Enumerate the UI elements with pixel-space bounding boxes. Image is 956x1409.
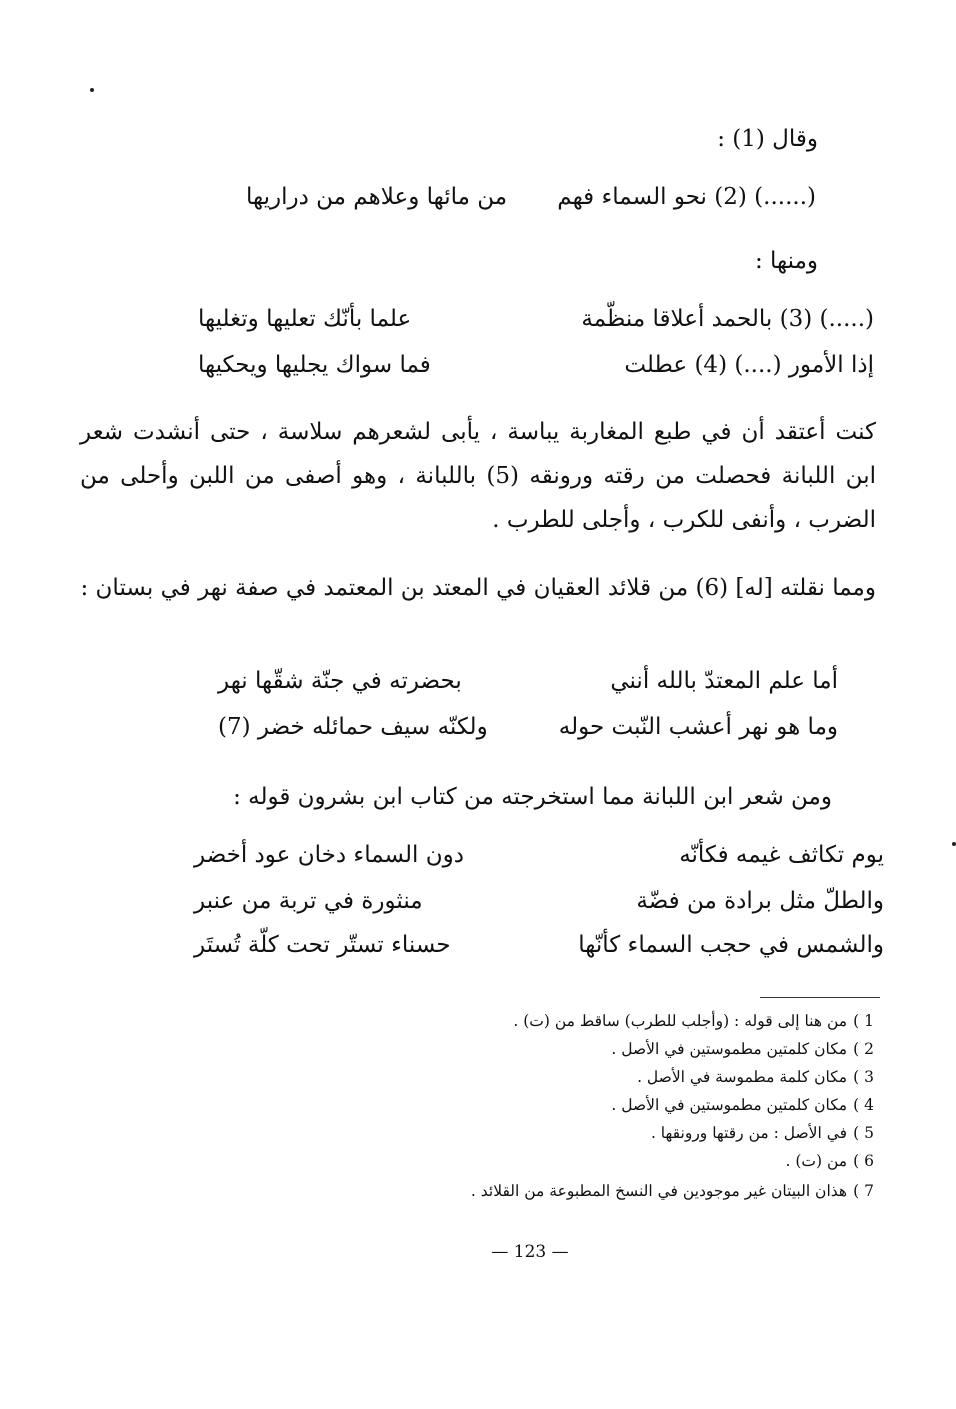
verse-4b-right-hemistich: والطلّ مثل برادة من فضّة	[636, 888, 884, 914]
footnote-6	[785, 1152, 874, 1170]
verse-4a-right-hemistich: يوم تكاثف غيمه فكأنّه	[679, 842, 884, 868]
footnote-2	[611, 1040, 874, 1058]
scan-speck	[90, 88, 94, 92]
verse-4c-left-hemistich: حسناء تستّر تحت كلّة تُستَر	[194, 932, 451, 958]
verse-4c-right-hemistich: والشمس في حجب السماء كأنّها	[578, 932, 884, 958]
intro-line-1: وقال (1) :	[717, 126, 818, 152]
footnote-7	[471, 1182, 874, 1200]
verse-2b-right-hemistich: إذا الأمور (....) (4) عطلت	[624, 352, 874, 378]
intro-line-2: ومنها :	[754, 248, 818, 274]
footnote-text: مكان كلمتين مطموستين في الأصل .	[611, 1096, 848, 1114]
verse-2a	[198, 306, 874, 346]
footnote-text: في الأصل : من رقتها ورونقها .	[650, 1124, 848, 1142]
footnote-number: 6 )	[853, 1152, 874, 1170]
footnote-text: مكان كلمتين مطموستين في الأصل .	[611, 1040, 848, 1058]
footnote-text: هذان البيتان غير موجودين في النسخ المطبوعة من القلائد .	[470, 1182, 848, 1200]
verse-4c	[194, 932, 884, 972]
footnote-number: 2 )	[853, 1040, 874, 1058]
footnote-text: من (ت) .	[785, 1152, 848, 1170]
verse-2a-right-hemistich: (.....) (3) بالحمد أعلاقا منظّمة	[581, 306, 874, 332]
verse-4b-left-hemistich: منثورة في تربة من عنبر	[194, 888, 423, 914]
footnote-number: 5 )	[853, 1124, 874, 1142]
verse-4b	[194, 888, 884, 928]
verse-2a-left-hemistich: علما بأنّك تعليها وتغليها	[198, 306, 412, 332]
footnote-number: 4 )	[853, 1096, 874, 1114]
verse-1-right-hemistich: (......) (2) نحو السماء فهم	[557, 184, 816, 210]
verse-4a-left-hemistich: دون السماء دخان عود أخضر	[194, 842, 464, 868]
verse-3a-left-hemistich: بحضرته في جنّة شقّها نهر	[218, 668, 462, 694]
verse-3a	[218, 668, 838, 708]
page-number: — 123 —	[491, 1242, 569, 1262]
scan-speck	[952, 842, 956, 846]
verse-3b-right-hemistich: وما هو نهر أعشب النّبت حوله	[558, 714, 838, 740]
footnote-text: من هنا إلى قوله : (وأجلب للطرب) ساقط من (ت) .	[513, 1012, 848, 1030]
footnote-number: 3 )	[853, 1068, 874, 1086]
verse-1	[246, 184, 816, 224]
footnote-number: 7 )	[853, 1182, 874, 1200]
footnote-1	[513, 1012, 874, 1030]
footnote-3	[637, 1068, 874, 1086]
prose-paragraph-2: ومما نقلته [له] (6) من قلائد العقيان في المعتد بن المعتمد في صفة نهر في بستان :	[80, 575, 876, 601]
verse-1-left-hemistich: من مائها وعلاهم من دراريها	[246, 184, 508, 210]
verse-2b-left-hemistich: فما سواك يجليها ويحكيها	[198, 352, 431, 378]
footnote-separator	[760, 997, 880, 998]
footnote-5	[651, 1124, 874, 1142]
footnote-text: مكان كلمة مطموسة في الأصل .	[637, 1068, 848, 1086]
prose-paragraph-1: كنت أعتقد أن في طبع المغاربة يباسة ، يأبى لشعرهم سلاسة ، حتى أنشدت شعر ابن اللبانة فحصلت من رقته ورونقه (5) باللبانة ، وهو أصفى من اللبن وأحلى من الضرب ، وأنفى للكرب ، وأجلى للطرب .	[80, 419, 876, 533]
verse-3b	[218, 714, 838, 754]
intro-line-3: ومن شعر ابن اللبانة مما استخرجته من كتاب ابن بشرون قوله :	[233, 784, 832, 810]
verse-3a-right-hemistich: أما علم المعتدّ بالله أنني	[610, 668, 838, 694]
verse-4a	[194, 842, 884, 882]
footnote-4	[611, 1096, 874, 1114]
verse-2b	[198, 352, 874, 392]
verse-3b-left-hemistich: ولكنّه سيف حمائله خضر (7)	[218, 714, 488, 740]
footnote-number: 1 )	[853, 1012, 874, 1030]
